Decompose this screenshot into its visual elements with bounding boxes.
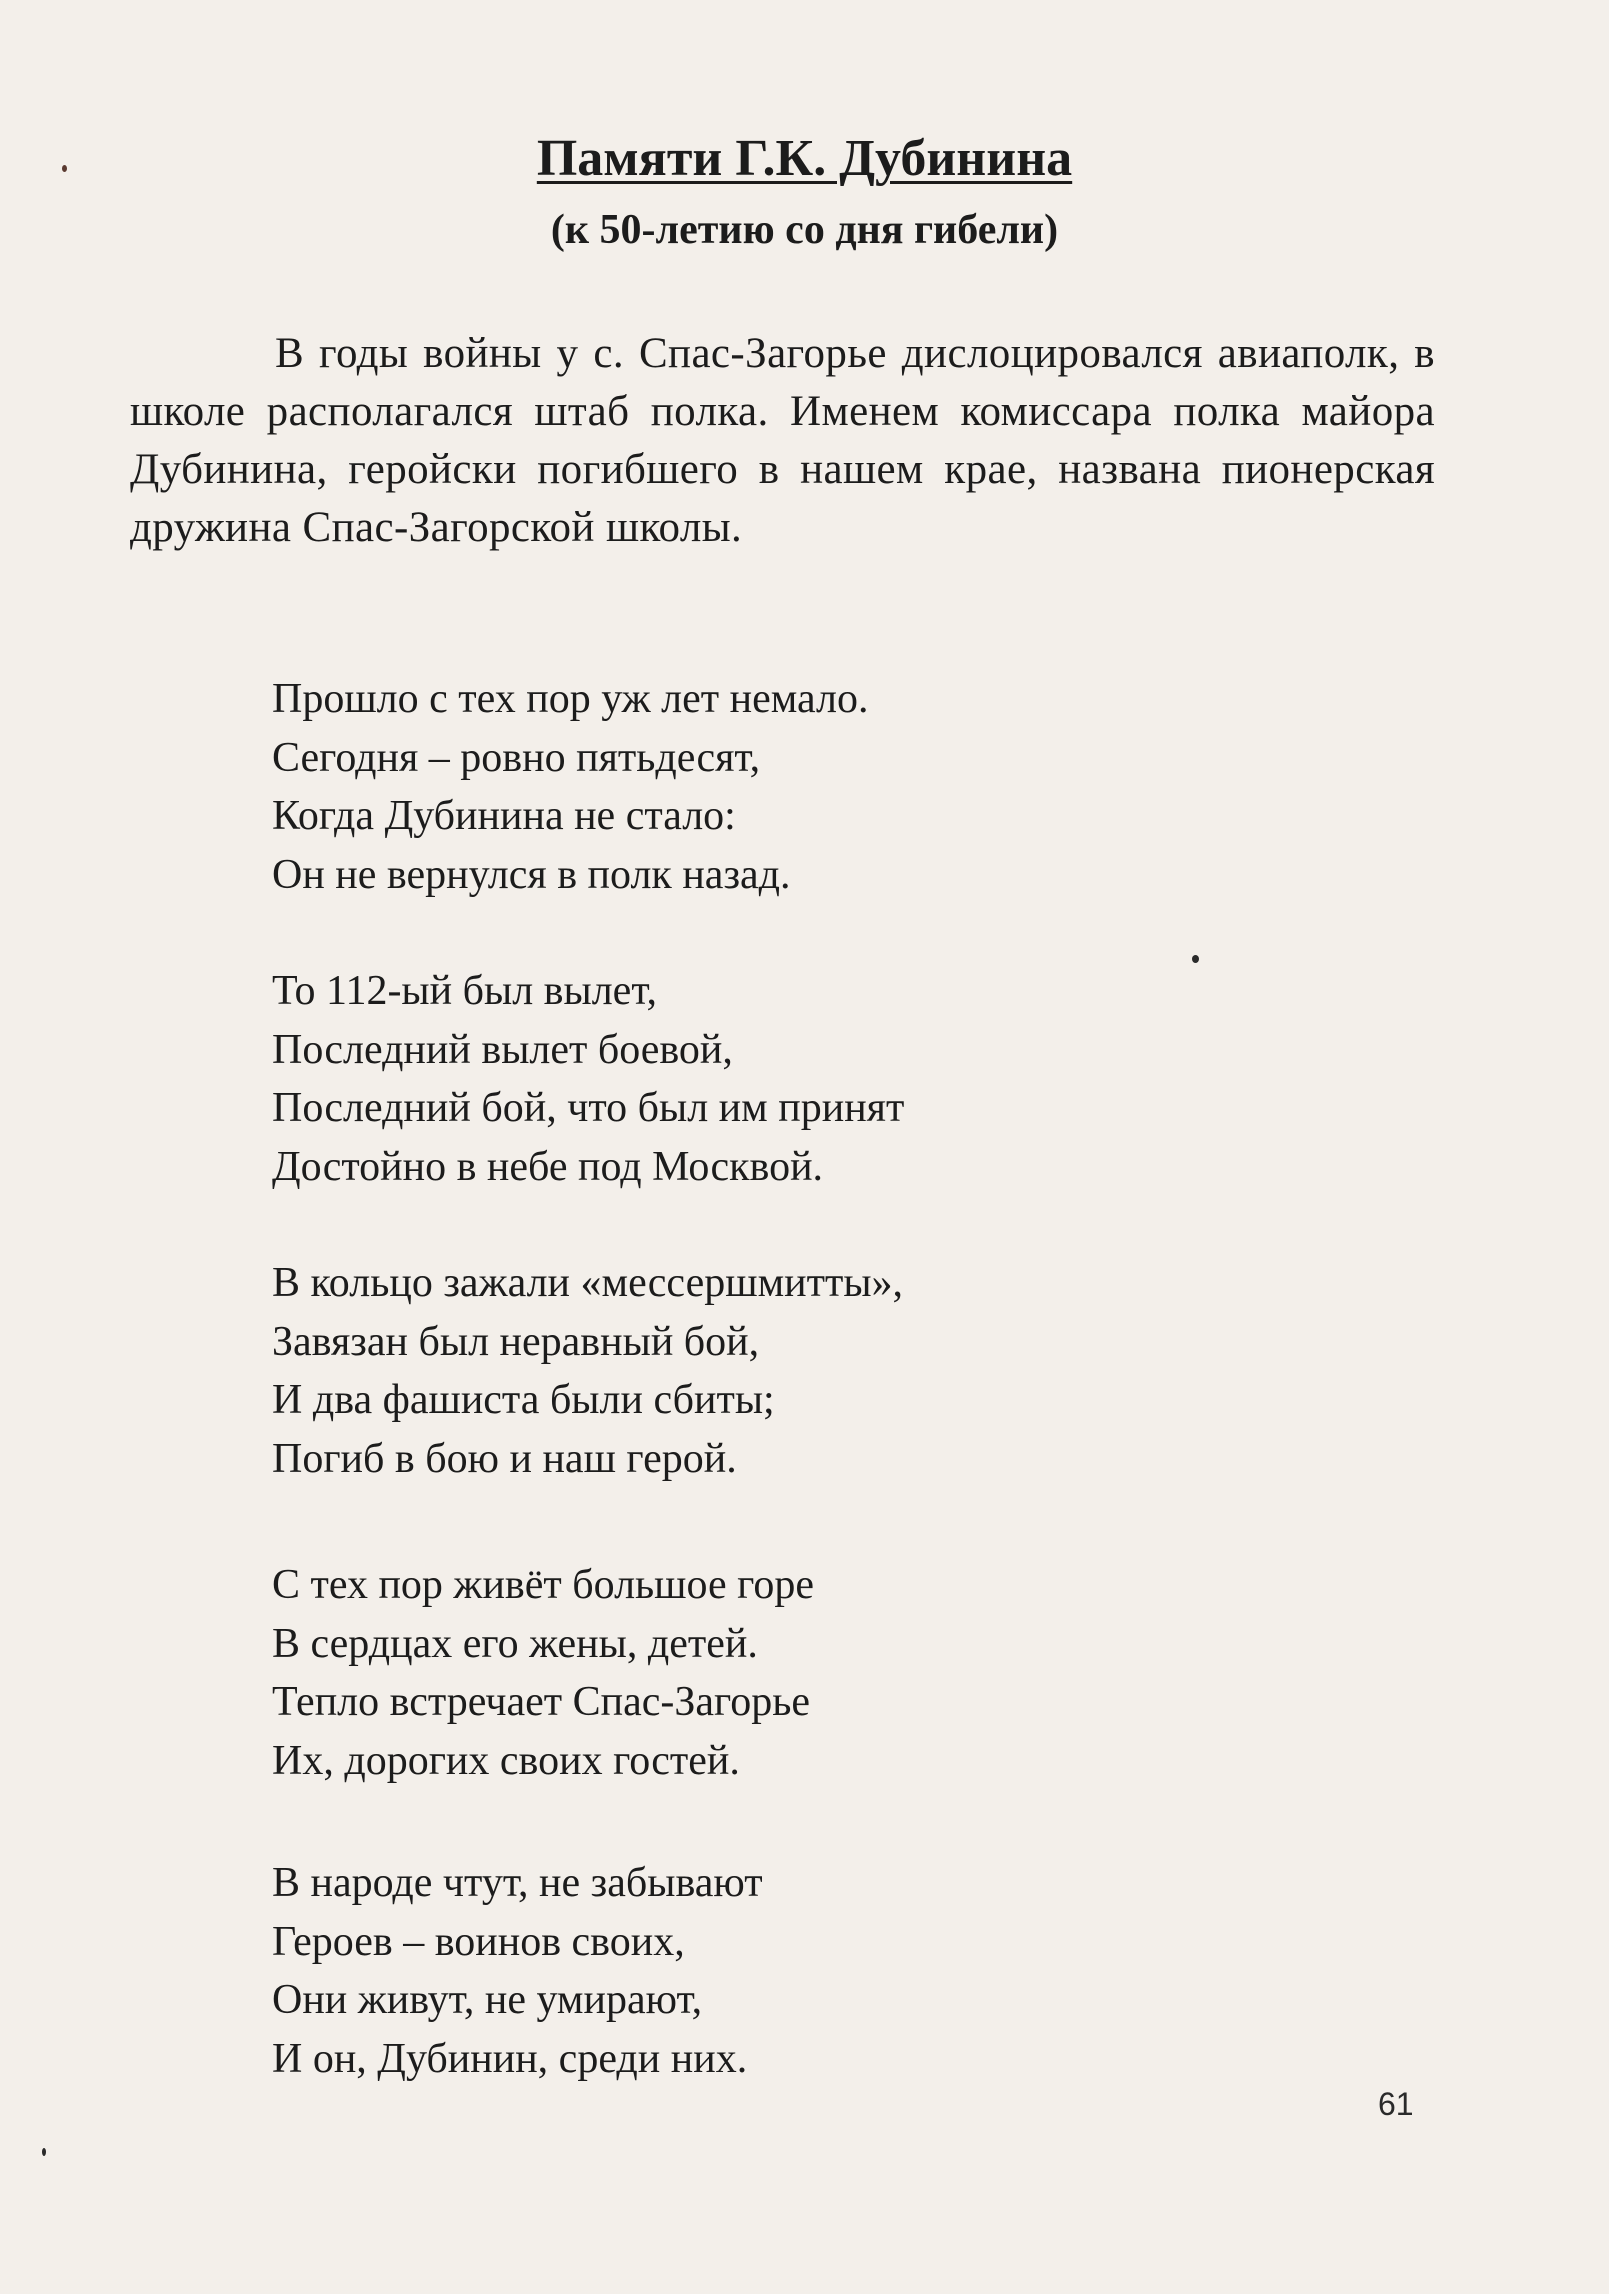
poem-line: С тех пор живёт большое горе bbox=[272, 1562, 815, 1608]
stanza bbox=[272, 1254, 1372, 1488]
poem-line: В народе чтут, не забывают bbox=[272, 1860, 763, 1906]
poem-line: Они живут, не умирают, bbox=[272, 1977, 703, 2023]
poem-line: Сегодня – ровно пятьдесят, bbox=[272, 734, 761, 781]
poem-line: Их, дорогих своих гостей. bbox=[272, 1737, 740, 1784]
intro-paragraph: В годы войны у с. Спас-Загорье дислоцировался авиаполк, в школе располагался штаб полка. Именем комиссара полка майора Дубинина, геройски погибшего в нашем крае, названа пионерская дружина Спас-Загорской школы. bbox=[130, 330, 1435, 551]
stanza bbox=[272, 1854, 1372, 2088]
paper-speck bbox=[62, 165, 67, 172]
poem-line: И два фашиста были сбиты; bbox=[272, 1377, 775, 1423]
poem-line: В сердцах его жены, детей. bbox=[272, 1620, 758, 1667]
poem-line: Тепло встречает Спас-Загорье bbox=[272, 1679, 811, 1725]
poem-line: То 112-ый был вылет, bbox=[272, 968, 658, 1014]
page-number: 61 bbox=[1378, 2086, 1414, 2122]
poem-line: Достойно в небе под Москвой. bbox=[272, 1143, 824, 1190]
poem-subtitle: (к 50-летию со дня гибели) bbox=[550, 207, 1059, 253]
poem-line: Героев – воинов своих, bbox=[272, 1918, 685, 1965]
paper-speck bbox=[1192, 955, 1199, 963]
poem-line: Когда Дубинина не стало: bbox=[272, 793, 736, 839]
poem-title: Памяти Г.К. Дубинина bbox=[536, 130, 1073, 187]
stanza bbox=[272, 1556, 1372, 1790]
stanza bbox=[272, 670, 1372, 904]
poem-line: Он не вернулся в полк назад. bbox=[272, 851, 791, 898]
paper-speck bbox=[42, 2148, 46, 2156]
poem-line: Завязан был неравный бой, bbox=[272, 1318, 760, 1365]
poem-line: Прошло с тех пор уж лет немало. bbox=[272, 676, 869, 722]
poem-line: Погиб в бою и наш герой. bbox=[272, 1435, 737, 1482]
poem-line: Последний бой, что был им принят bbox=[272, 1085, 905, 1131]
poem-line: В кольцо зажали «мессершмитты», bbox=[272, 1260, 904, 1306]
poem-line: И он, Дубинин, среди них. bbox=[272, 2035, 748, 2082]
poem-line: Последний вылет боевой, bbox=[272, 1026, 733, 1073]
stanza bbox=[272, 962, 1372, 1196]
